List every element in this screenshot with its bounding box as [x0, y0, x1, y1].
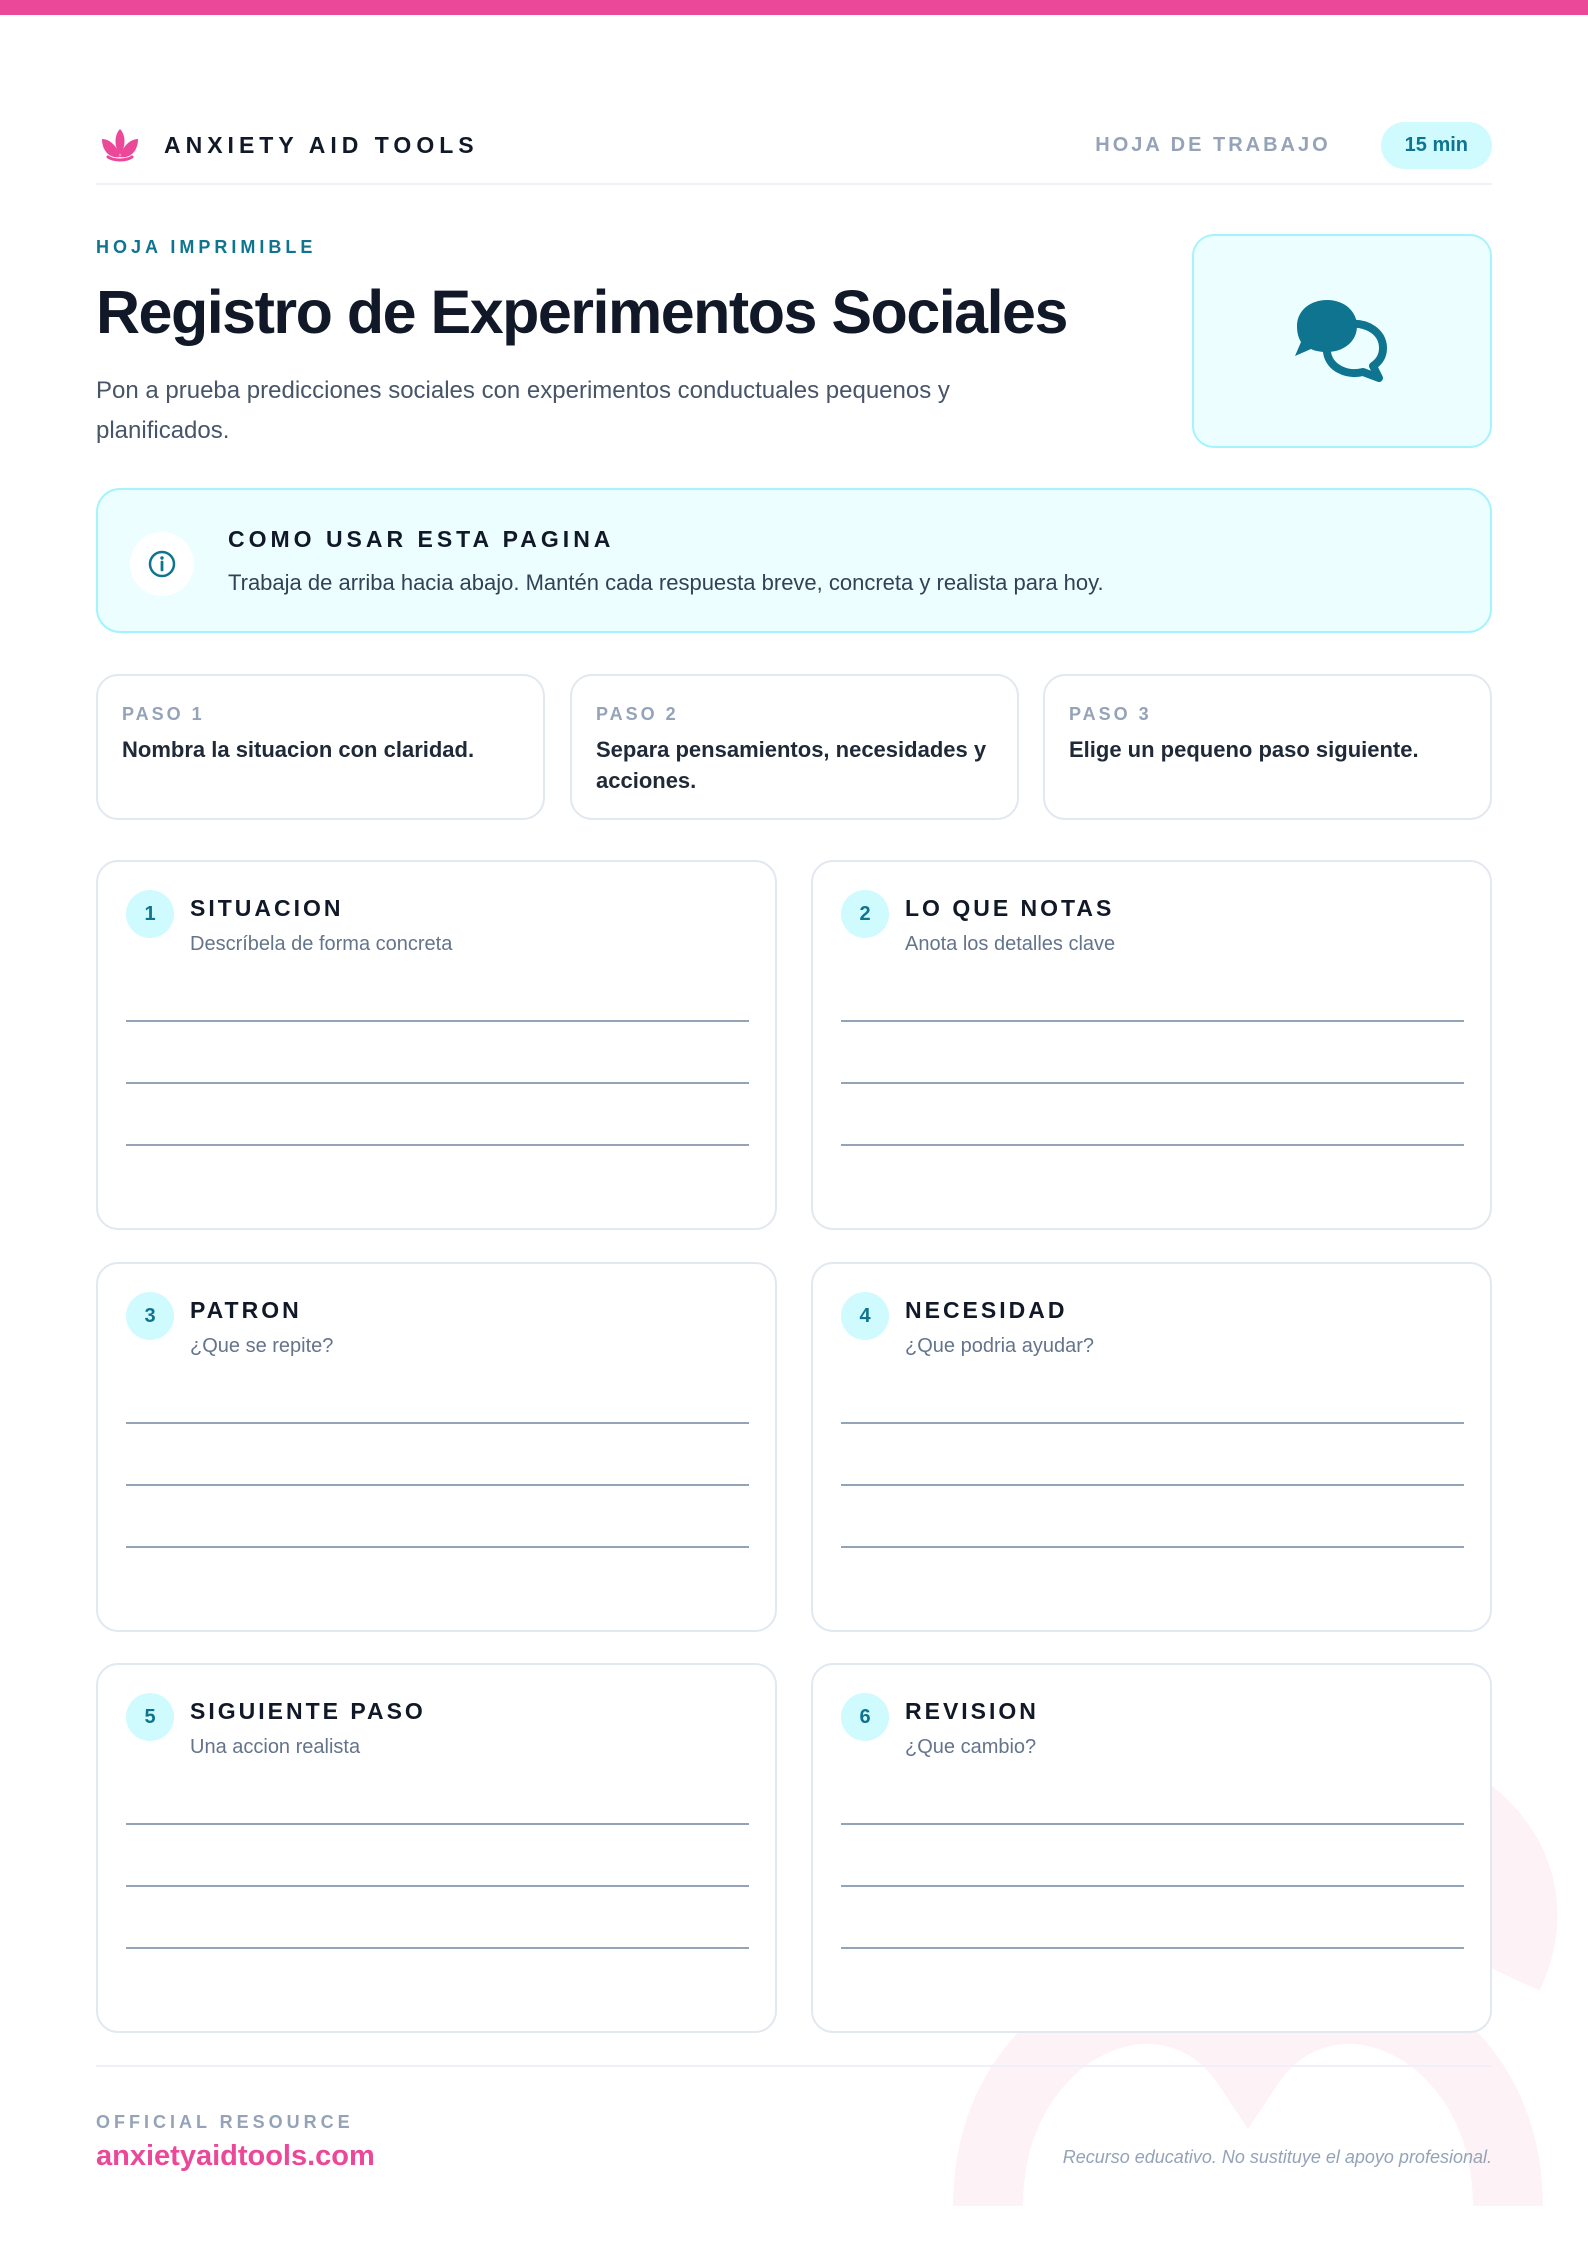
info-icon: [147, 549, 177, 579]
card-number: 6: [841, 1693, 889, 1741]
instructions-box: [96, 488, 1492, 633]
step-card: [570, 674, 1019, 820]
worksheet-card-revision: [811, 1663, 1492, 2033]
writing-line[interactable]: [841, 1947, 1464, 1949]
card-number: 4: [841, 1292, 889, 1340]
writing-line[interactable]: [126, 1484, 749, 1486]
card-number: 5: [126, 1693, 174, 1741]
writing-line[interactable]: [841, 1885, 1464, 1887]
disclaimer: Recurso educativo. No sustituye el apoyo profesional.: [1062, 2147, 1492, 2167]
writing-line[interactable]: [126, 1082, 749, 1084]
worksheet-card-necesidad: [811, 1262, 1492, 1632]
instructions-title: COMO USAR ESTA PAGINA: [228, 526, 615, 552]
info-badge: [130, 532, 194, 596]
duration-badge: 15 min: [1381, 122, 1492, 169]
writing-line[interactable]: [841, 1144, 1464, 1146]
card-number: 1: [126, 890, 174, 938]
step-label: PASO 1: [122, 704, 205, 724]
step-label: PASO 2: [596, 704, 679, 724]
chat-bubbles-icon: [1287, 286, 1397, 396]
writing-line[interactable]: [841, 1422, 1464, 1424]
header-divider: [96, 183, 1492, 185]
brand-name: ANXIETY AID TOOLS: [164, 131, 479, 158]
footer-divider: [96, 2065, 1492, 2067]
step-text: Nombra la situacion con claridad.: [122, 737, 475, 762]
card-title: NECESIDAD: [905, 1297, 1068, 1323]
instructions-text: Trabaja de arriba hacia abajo. Mantén cada respuesta breve, concreta y realista para hoy.: [228, 570, 1104, 595]
step-text: Separa pensamientos, necesidades y acciones.: [596, 737, 987, 793]
writing-line[interactable]: [841, 1082, 1464, 1084]
card-subtitle: Una accion realista: [190, 1736, 361, 1758]
lotus-icon: [96, 121, 144, 169]
card-title: PATRON: [190, 1297, 302, 1323]
card-title: LO QUE NOTAS: [905, 895, 1115, 921]
card-subtitle: ¿Que cambio?: [905, 1736, 1037, 1758]
worksheet-card-patron: [96, 1262, 777, 1632]
card-title: REVISION: [905, 1698, 1039, 1724]
steps-row: [96, 674, 1492, 820]
step-text: Elige un pequeno paso siguiente.: [1069, 737, 1419, 762]
writing-line[interactable]: [841, 1546, 1464, 1548]
writing-line[interactable]: [126, 1546, 749, 1548]
worksheet-card-siguiente-paso: [96, 1663, 777, 2033]
card-number: 2: [841, 890, 889, 938]
worksheet-card-lo-que-notas: [811, 860, 1492, 1230]
card-subtitle: Descríbela de forma concreta: [190, 933, 453, 955]
page-title: Registro de Experimentos Sociales: [96, 278, 1067, 346]
writing-line[interactable]: [126, 1947, 749, 1949]
brand: [96, 105, 479, 185]
step-card: [96, 674, 545, 820]
card-number: 3: [126, 1292, 174, 1340]
card-title: SITUACION: [190, 895, 344, 921]
writing-line[interactable]: [841, 1020, 1464, 1022]
writing-line[interactable]: [126, 1823, 749, 1825]
footer-label: OFFICIAL RESOURCE: [96, 2112, 354, 2132]
writing-line[interactable]: [126, 1422, 749, 1424]
card-subtitle: ¿Que podria ayudar?: [905, 1335, 1095, 1357]
page-header: [96, 105, 1492, 185]
document-type: HOJA DE TRABAJO: [1095, 133, 1331, 156]
card-subtitle: Anota los detalles clave: [905, 933, 1116, 955]
website-link[interactable]: anxietyaidtools.com: [96, 2140, 375, 2172]
writing-line[interactable]: [126, 1144, 749, 1146]
hero-icon-box: [1192, 234, 1492, 448]
writing-line[interactable]: [841, 1823, 1464, 1825]
header-meta: [1095, 105, 1492, 185]
card-subtitle: ¿Que se repite?: [190, 1335, 334, 1357]
step-label: PASO 3: [1069, 704, 1152, 724]
page-subtitle: Pon a prueba predicciones sociales con experimentos conductuales pequenos y planificados.: [96, 377, 950, 444]
card-title: SIGUIENTE PASO: [190, 1698, 426, 1724]
writing-line[interactable]: [841, 1484, 1464, 1486]
eyebrow-label: HOJA IMPRIMIBLE: [96, 237, 317, 257]
writing-line[interactable]: [126, 1885, 749, 1887]
writing-line[interactable]: [126, 1020, 749, 1022]
top-accent-bar: [0, 0, 1588, 15]
worksheet-card-situacion: [96, 860, 777, 1230]
step-card: [1043, 674, 1492, 820]
